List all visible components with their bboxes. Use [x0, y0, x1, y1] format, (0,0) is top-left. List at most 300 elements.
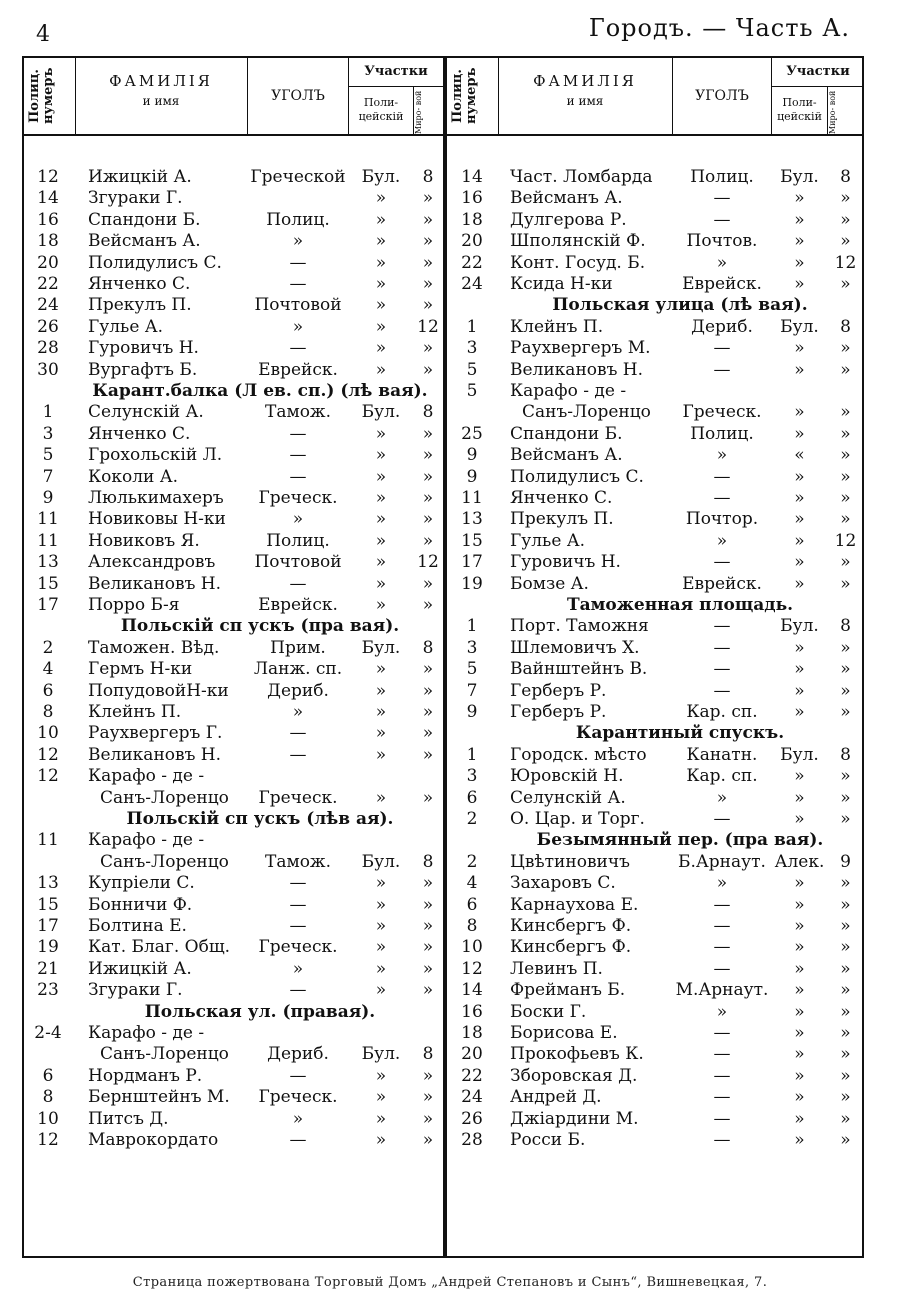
num-cell: 21 — [37, 958, 59, 979]
name-cell: Полидулисъ С. — [510, 466, 644, 487]
name-cell: Андрей Д. — [510, 1087, 602, 1108]
num-cell: 28 — [461, 1130, 483, 1150]
num-cell: 26 — [37, 316, 59, 337]
num-cell: 10 — [37, 723, 59, 744]
num-cell: 13 — [37, 552, 59, 573]
mirovoy-district-cell: » — [840, 1130, 851, 1150]
num-cell: 6 — [42, 1065, 54, 1086]
name-cell: Гулье А. — [88, 316, 164, 337]
num-cell: 17 — [37, 595, 59, 615]
corner-cell: Греческ. — [258, 488, 338, 508]
table-row — [0, 659, 900, 680]
police-district-cell: » — [375, 423, 387, 444]
police-district-cell: » — [375, 680, 387, 701]
name-cell: Джіардини М. — [510, 1108, 639, 1129]
num-cell: 3 — [466, 637, 478, 658]
name-cell: Карафо - де - — [510, 381, 627, 401]
mirovoy-district-cell: 8 — [840, 616, 851, 637]
mirovoy-district-cell: » — [422, 295, 434, 316]
name-cell: Вейсманъ А. — [510, 188, 623, 209]
mirovoy-district-cell: 8 — [840, 744, 851, 765]
corner-cell: » — [292, 231, 304, 252]
num-cell: 16 — [461, 188, 483, 209]
header-corner: УГОЛЪ — [695, 88, 749, 104]
name-cell: Ижицкій А. — [88, 167, 192, 187]
corner-cell: Полиц. — [266, 530, 330, 551]
mirovoy-district-cell: » — [840, 680, 851, 701]
table-row — [0, 1002, 900, 1023]
corner-cell: Греческ. — [258, 937, 338, 958]
num-cell: 24 — [37, 295, 59, 316]
header-family — [76, 72, 246, 108]
police-district-cell: » — [375, 595, 387, 615]
num-cell: 9 — [466, 466, 478, 487]
num-cell: 4 — [42, 659, 54, 680]
corner-cell: М.Арнаут. — [675, 980, 769, 1001]
mirovoy-district-cell: » — [422, 723, 434, 744]
police-district-cell: » — [794, 530, 805, 551]
police-district-cell: » — [794, 1130, 805, 1150]
num-cell: 15 — [37, 573, 59, 594]
num-cell: 12 — [461, 958, 483, 979]
corner-cell: Еврейск. — [682, 573, 762, 594]
police-district-cell: » — [375, 573, 387, 594]
num-cell: 20 — [461, 231, 483, 252]
police-district-cell: » — [375, 338, 387, 359]
table-row — [0, 1066, 900, 1087]
table-row — [0, 959, 900, 980]
corner-cell: — — [289, 744, 307, 765]
police-district-cell: » — [375, 488, 387, 508]
name-cell: Карафо - де - — [88, 1023, 205, 1043]
mirovoy-district-cell: » — [840, 1001, 851, 1022]
corner-cell: Дериб. — [267, 1044, 329, 1065]
mirovoy-district-cell: » — [422, 659, 434, 680]
table-row — [0, 317, 900, 338]
corner-cell: — — [713, 1087, 731, 1108]
name-cell: Янченко С. — [88, 423, 191, 444]
num-cell: 12 — [37, 167, 59, 187]
table-row — [0, 424, 900, 445]
mirovoy-district-cell: » — [840, 359, 851, 380]
mirovoy-district-cell: » — [840, 445, 851, 466]
mirovoy-district-cell: » — [422, 209, 434, 230]
num-cell: 2 — [42, 637, 54, 658]
police-district-cell: » — [375, 937, 387, 958]
mirovoy-district-cell: » — [840, 787, 851, 808]
mirovoy-district-cell: » — [422, 980, 434, 1001]
num-cell: 23 — [37, 980, 59, 1001]
num-cell: 11 — [461, 488, 483, 508]
corner-cell: — — [713, 894, 731, 915]
police-district-cell: » — [375, 744, 387, 765]
corner-cell: » — [716, 445, 728, 466]
police-district-cell: » — [794, 1023, 805, 1043]
mirovoy-district-cell: 8 — [422, 167, 434, 187]
num-cell: 18 — [461, 209, 483, 230]
table-row — [0, 1044, 900, 1065]
police-district-cell: Бул. — [780, 167, 819, 187]
name-cell: Санъ-Лоренцо — [522, 402, 651, 423]
corner-cell: Греческ. — [682, 402, 762, 423]
num-cell: 14 — [461, 167, 483, 187]
corner-cell: — — [289, 573, 307, 594]
name-cell: Боски Г. — [510, 1001, 587, 1022]
num-cell: 5 — [466, 381, 478, 401]
name-cell: Люлькимахеръ — [88, 488, 224, 508]
mirovoy-district-cell: » — [422, 937, 434, 958]
corner-cell: — — [289, 894, 307, 915]
corner-cell: — — [713, 1065, 731, 1086]
table-row — [0, 167, 900, 188]
num-cell: 6 — [466, 894, 478, 915]
num-cell: 24 — [461, 274, 483, 294]
police-district-cell: » — [375, 702, 387, 722]
corner-cell: Тамож. — [265, 851, 331, 872]
mirovoy-district-cell: » — [840, 209, 851, 230]
corner-cell: » — [292, 702, 304, 722]
mirovoy-district-cell: » — [422, 445, 434, 466]
name-cell: Ижицкій А. — [88, 958, 192, 979]
name-cell: Прекулъ П. — [88, 295, 192, 316]
corner-cell: Почтовой — [254, 552, 342, 573]
num-cell: 26 — [461, 1108, 483, 1129]
police-district-cell: » — [375, 1130, 387, 1150]
corner-cell: » — [292, 509, 304, 530]
name-cell: Росси Б. — [510, 1130, 586, 1150]
corner-cell: — — [713, 552, 731, 573]
police-district-cell: » — [794, 359, 805, 380]
corner-cell: Почтов. — [686, 231, 758, 252]
num-cell: 8 — [42, 702, 54, 722]
corner-cell: — — [713, 809, 731, 829]
police-district-cell: » — [375, 916, 387, 936]
mirovoy-district-cell: » — [840, 1044, 851, 1065]
police-district-cell: » — [794, 680, 805, 701]
corner-cell: » — [292, 316, 304, 337]
name-cell: Бернштейнъ М. — [88, 1087, 230, 1108]
mirovoy-district-cell: » — [422, 423, 434, 444]
name-cell: Вейсманъ А. — [88, 231, 201, 252]
num-cell: 9 — [42, 488, 54, 508]
table-row — [0, 467, 900, 488]
mirovoy-district-cell: » — [840, 958, 851, 979]
police-district-cell: » — [794, 509, 805, 530]
name-cell: Новиковъ Я. — [88, 530, 200, 551]
name-cell: Новиковы Н-ки — [88, 509, 226, 530]
table-row — [0, 231, 900, 252]
num-cell: 11 — [37, 830, 59, 851]
name-cell: ПопудовойН-ки — [88, 680, 229, 701]
name-cell: Городск. мѣсто — [510, 744, 647, 765]
footer-note: Страница пожертвована Торговый Домъ „Андрей Степановъ и Сынъ“, Вишневецкая, 7. — [132, 1275, 768, 1290]
mirovoy-district-cell: » — [840, 423, 851, 444]
section-heading: Безымянный пер. (пра вая). — [536, 830, 824, 851]
name-cell: Великановъ Н. — [510, 359, 644, 380]
table-row — [0, 980, 900, 1001]
name-cell: Раухвергеръ Г. — [88, 723, 223, 744]
corner-cell: Дериб. — [267, 680, 329, 701]
corner-cell: — — [289, 274, 307, 294]
num-cell: 10 — [37, 1108, 59, 1129]
mirovoy-district-cell: » — [422, 873, 434, 894]
police-district-cell: » — [375, 552, 387, 573]
police-district-cell: Бул. — [780, 744, 819, 765]
mirovoy-district-cell: » — [840, 188, 851, 209]
mirovoy-district-cell: » — [840, 916, 851, 936]
corner-cell: » — [292, 1108, 304, 1129]
police-district-cell: » — [375, 359, 387, 380]
table-row — [0, 188, 900, 209]
police-district-cell: » — [375, 188, 387, 209]
name-cell: Селунскій А. — [88, 402, 204, 423]
table-row — [0, 360, 900, 381]
police-district-cell: » — [375, 873, 387, 894]
num-cell: 7 — [42, 466, 54, 487]
police-district-cell: » — [794, 766, 805, 787]
mirovoy-district-cell: » — [422, 1065, 434, 1086]
police-district-cell: » — [794, 209, 805, 230]
corner-cell: » — [716, 1001, 728, 1022]
corner-cell: — — [713, 937, 731, 958]
mirovoy-district-cell: » — [422, 595, 434, 615]
table-row — [0, 552, 900, 573]
corner-cell: — — [713, 616, 731, 637]
police-district-cell: » — [375, 274, 387, 294]
name-cell: Кинсбергъ Ф. — [510, 937, 632, 958]
mirovoy-district-cell: » — [840, 231, 851, 252]
corner-cell: — — [713, 188, 731, 209]
name-cell: Клейнъ П. — [88, 702, 182, 722]
num-cell: 2-4 — [34, 1023, 62, 1043]
corner-cell: — — [713, 359, 731, 380]
num-cell: 19 — [37, 937, 59, 958]
police-district-cell: » — [794, 252, 805, 273]
corner-cell: — — [289, 466, 307, 487]
table-row — [0, 488, 900, 509]
name-cell: Борисова Е. — [510, 1023, 618, 1043]
corner-cell: — — [713, 1108, 731, 1129]
table-row — [0, 274, 900, 295]
table-row — [0, 1023, 900, 1044]
corner-cell: » — [716, 252, 728, 273]
name-cell: Полидулисъ С. — [88, 252, 222, 273]
name-cell: Болтина Е. — [88, 916, 187, 936]
mirovoy-district-cell: » — [422, 509, 434, 530]
mirovoy-district-cell: 8 — [422, 1044, 434, 1065]
corner-cell: Кар. сп. — [686, 702, 758, 722]
police-district-cell: » — [794, 274, 805, 294]
name-cell: Санъ-Лоренцо — [100, 851, 229, 872]
name-cell: Герберъ Р. — [510, 702, 607, 722]
num-cell: 11 — [37, 509, 59, 530]
police-district-cell: » — [794, 338, 805, 359]
name-cell: Конт. Госуд. Б. — [510, 252, 646, 273]
police-district-cell: » — [375, 1108, 387, 1129]
corner-cell: Еврейск. — [682, 274, 762, 294]
table-row — [0, 574, 900, 595]
police-district-cell: » — [794, 809, 805, 829]
table-row — [0, 809, 900, 830]
num-cell: 1 — [466, 744, 478, 765]
mirovoy-district-cell: 8 — [840, 167, 851, 187]
name-cell: Нордманъ Р. — [88, 1065, 203, 1086]
corner-cell: — — [289, 252, 307, 273]
num-cell: 22 — [37, 274, 59, 294]
num-cell: 25 — [461, 423, 483, 444]
corner-cell: — — [713, 1044, 731, 1065]
corner-cell: Греческ. — [258, 1087, 338, 1108]
section-heading: Польская ул. (правая). — [144, 1001, 376, 1022]
police-district-cell: » — [375, 980, 387, 1001]
name-cell: Великановъ Н. — [88, 573, 222, 594]
police-district-cell: » — [375, 466, 387, 487]
police-district-cell: » — [375, 723, 387, 744]
mirovoy-district-cell: » — [840, 637, 851, 658]
police-district-cell: » — [794, 488, 805, 508]
corner-cell: Ланж. сп. — [253, 659, 343, 680]
table-row — [0, 852, 900, 873]
num-cell: 3 — [466, 338, 478, 359]
mirovoy-district-cell: » — [840, 402, 851, 423]
police-district-cell: « — [794, 445, 805, 466]
corner-cell: Кар. сп. — [686, 766, 758, 787]
num-cell: 5 — [466, 359, 478, 380]
name-cell: Питсъ Д. — [88, 1108, 169, 1129]
header-corner: УГОЛЪ — [271, 88, 325, 104]
police-district-cell: » — [375, 509, 387, 530]
mirovoy-district-cell: » — [422, 488, 434, 508]
police-district-cell: » — [794, 1087, 805, 1108]
corner-cell: Почтовой — [254, 295, 342, 316]
mirovoy-district-cell: » — [422, 744, 434, 765]
name-cell: Таможен. Вѣд. — [88, 637, 220, 658]
corner-cell: Б.Арнаут. — [678, 851, 766, 872]
name-cell: Раухвергеръ М. — [510, 338, 651, 359]
table-row — [0, 916, 900, 937]
section-heading: Польскій сп ускъ (пра вая). — [120, 616, 400, 637]
mirovoy-district-cell: » — [422, 252, 434, 273]
table-row — [0, 766, 900, 787]
num-cell: 11 — [37, 530, 59, 551]
mirovoy-district-cell: » — [840, 274, 851, 294]
name-cell: Порт. Таможня — [510, 616, 649, 637]
num-cell: 12 — [37, 744, 59, 765]
mirovoy-district-cell: 9 — [840, 851, 851, 872]
name-cell: Цвѣтиновичъ — [510, 851, 630, 872]
header-uchastki: Участки — [786, 64, 850, 79]
section-heading: Польскій сп ускъ (лѣв ая). — [126, 809, 394, 829]
corner-cell: — — [713, 958, 731, 979]
name-cell: Гуровичъ Н. — [88, 338, 199, 359]
police-district-cell: » — [375, 958, 387, 979]
mirovoy-district-cell: 12 — [417, 552, 439, 573]
header-police-number: Полиц. нумеръ — [27, 67, 56, 125]
num-cell: 22 — [461, 252, 483, 273]
running-title: Городъ. — Часть А. — [588, 14, 850, 42]
num-cell: 7 — [466, 680, 478, 701]
num-cell: 3 — [466, 766, 478, 787]
header-family-bottom: и имя — [566, 94, 604, 108]
police-district-cell: » — [794, 1001, 805, 1022]
police-district-cell: Бул. — [361, 1044, 401, 1065]
mirovoy-district-cell: » — [840, 873, 851, 894]
police-district-cell: » — [794, 423, 805, 444]
mirovoy-district-cell: 12 — [417, 316, 439, 337]
name-cell: Спандони Б. — [510, 423, 623, 444]
corner-cell: Полиц. — [690, 167, 754, 187]
mirovoy-district-cell: » — [422, 916, 434, 936]
name-cell: Част. Ломбарда — [510, 167, 653, 187]
mirovoy-district-cell: » — [422, 894, 434, 915]
section-heading: Карант.балка (Л ев. сп.) (лѣ вая). — [92, 381, 428, 401]
corner-cell: Греческ. — [258, 787, 338, 808]
corner-cell: — — [289, 445, 307, 466]
name-cell: Дулгерова Р. — [510, 209, 627, 230]
num-cell: 30 — [37, 359, 59, 380]
table-row — [0, 788, 900, 809]
num-cell: 16 — [37, 209, 59, 230]
name-cell: Згураки Г. — [88, 980, 183, 1001]
num-cell: 18 — [37, 231, 59, 252]
corner-cell: — — [289, 338, 307, 359]
table-row — [0, 1130, 900, 1151]
header-uchastki: Участки — [364, 64, 428, 79]
num-cell: 4 — [466, 873, 478, 894]
header-police-district: Поли- цейскій — [358, 96, 404, 123]
table-row — [0, 873, 900, 894]
police-district-cell: » — [794, 787, 805, 808]
header-family-top: ФАМИЛІЯ — [109, 72, 213, 90]
mirovoy-district-cell: » — [422, 530, 434, 551]
table-row — [0, 381, 900, 402]
police-district-cell: Алек. — [774, 851, 825, 872]
name-cell: Герберъ Р. — [510, 680, 607, 701]
name-cell: Левинъ П. — [510, 958, 603, 979]
police-district-cell: » — [375, 209, 387, 230]
page-number: 4 — [36, 22, 50, 47]
corner-cell: — — [713, 209, 731, 230]
corner-cell: — — [713, 1130, 731, 1150]
corner-cell: — — [713, 1023, 731, 1043]
mirovoy-district-cell: 12 — [834, 252, 857, 273]
corner-cell: Греческой — [250, 167, 346, 187]
corner-cell: » — [716, 530, 728, 551]
num-cell: 18 — [461, 1023, 483, 1043]
name-cell: Янченко С. — [88, 274, 191, 294]
name-cell: Великановъ Н. — [88, 744, 222, 765]
corner-cell: Полиц. — [690, 423, 754, 444]
table-row — [0, 702, 900, 723]
num-cell: 20 — [37, 252, 59, 273]
header-police-district: Поли- цейскій — [777, 96, 822, 123]
header-mirovoy: Миро- вой — [828, 90, 837, 134]
police-district-cell: Бул. — [361, 637, 401, 658]
num-cell: 13 — [461, 509, 483, 530]
police-district-cell: » — [794, 552, 805, 573]
police-district-cell: » — [794, 231, 805, 252]
name-cell: Шполянскій Ф. — [510, 231, 646, 252]
num-cell: 16 — [461, 1001, 483, 1022]
name-cell: Спандони Б. — [88, 209, 201, 230]
police-district-cell: » — [794, 873, 805, 894]
corner-cell: — — [289, 873, 307, 894]
mirovoy-district-cell: » — [840, 573, 851, 594]
num-cell: 17 — [461, 552, 483, 573]
police-district-cell: » — [375, 445, 387, 466]
num-cell: 17 — [37, 916, 59, 936]
police-district-cell: » — [794, 980, 805, 1001]
